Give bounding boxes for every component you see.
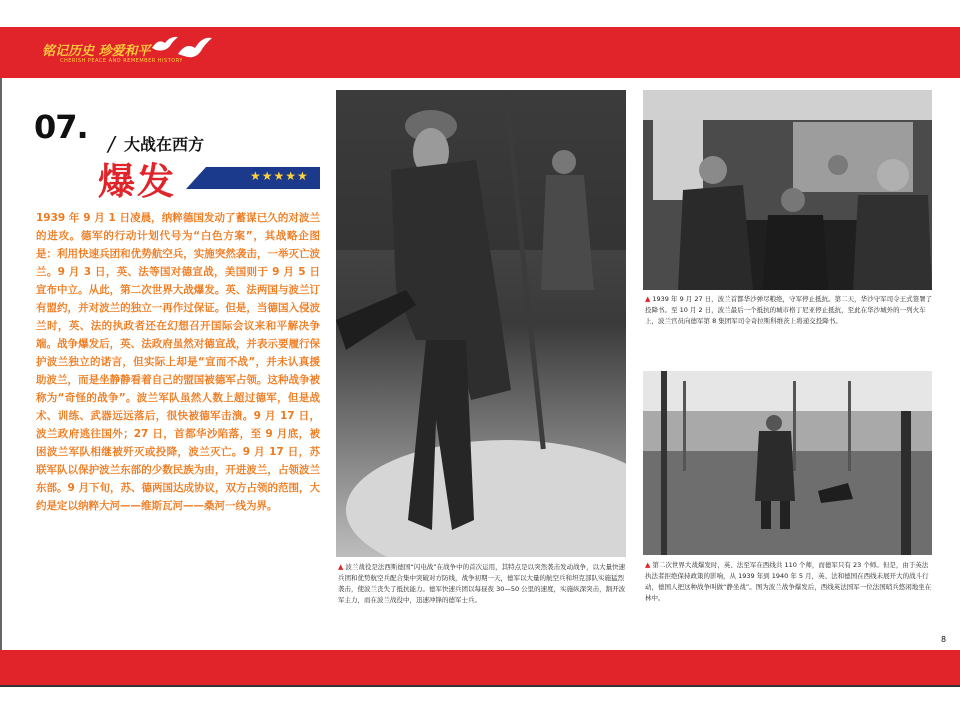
- sentry-photo-caption: ▲ 第二次世界大战爆发时，英、法至军在西线共 110 个师，而德军只有 23 个师。但是，由于英法执法者拒绝保持政策的影响，从 1939 年到 1940 年 5 月，英、法和德国在西线未展开大的战斗行动，德国人把这种战争叫做“静坐战”。图为波兰战争爆发后，西线英法国军一位法国哨兵悠闲地坐在林中。: [645, 561, 932, 602]
- section-title: 爆发: [98, 159, 176, 203]
- banner-slogan-sub: CHERISH PEACE AND REMEMBER HISTORY: [60, 58, 183, 64]
- title-slash: /: [108, 132, 115, 156]
- surrender-photo-caption: ▲ 1939 年 9 月 27 日，波兰首都华沙弹尽粮绝，守军停止抵抗。第二天，华沙守军司令王式签署了投降书。至 10 月 2 日，波兰最后一个抵抗的城市格丁尼亚停止抵抗，至此在华沙城外的一列火车上，波兰官员向德军第 8 集团军司令奇拉斯科维茨上将递交投降书。: [645, 295, 933, 325]
- section-subtitle: 大战在西方: [124, 135, 205, 154]
- surrender-photo: [643, 90, 932, 290]
- caption-marker-icon: ▲: [645, 561, 651, 569]
- rating-stars: ★★★★★: [250, 169, 309, 183]
- caption-marker-icon: ▲: [338, 563, 344, 571]
- banner-slogan: 铭记历史 珍爱和平: [42, 44, 151, 59]
- page-edge-line: [0, 78, 2, 650]
- bottom-banner: [0, 650, 960, 685]
- body-text: 1939 年 9 月 1 日凌晨，纳粹德国发动了蓄谋已久的对波兰的进攻。德军的行动计划代号为“白色方案”，其战略企图是：利用快速兵团和优势航空兵，实施突然袭击，一举灭亡波兰。9 月 3 日，英、法等国对德宣战，美国则于 9 月 5 日宣布中立。从此，第二次世界大战爆发。英、法两国与波兰订有盟约，并对波兰的独立一再作过保证。但是，当德国入侵波兰时，英、法的执政者还在幻想召开国际会议来和平解决争端。战争爆发后，英、法政府虽然对德宣战，并表示要履行保护波兰独立的诺言，但实际上却是“宣而不战”，并未认真援助波兰，而是坐静静看着自己的盟国被德军占领。这种战争被称为“奇怪的战争”。波兰军队虽然人数上超过德军，但是战术、训练、武器远远落后，很快被德军击溃。9 月 17 日，波兰政府逃往国外；27 日，首都华沙陷落，至 9 月底，被困波兰军队相继被歼灭或投降，波兰灭亡。9 月 17 日，苏联军队以保护波兰东部的少数民族为由，开进波兰，占领波兰东部。9 月下旬，苏、德两国达成协议，双方占领的范围，大约是定以纳粹大河——维斯瓦河——桑河一线为界。: [36, 212, 320, 512]
- dove-icon: [176, 34, 214, 64]
- sentry-photo: [643, 371, 932, 555]
- main-photo-caption: ▲ 波兰战役是法西斯德国“闪电战”在战争中的首次运用，其特点是以突然袭击发动战争，以大量快速兵团和优势航空兵配合集中突破对方防线，战争初期一天，德军以大量的航空兵和坦克部队实施猛烈袭击，使波兰丧失了抵抗能力。德军快速兵团以每昼夜 30—50 公里的速度，实施纵深突击，割开波军主力，而在波兰战役中，迅速冲锋的德军士兵。: [338, 563, 626, 604]
- page-number: 8: [941, 635, 947, 644]
- bottom-rule: [0, 685, 960, 687]
- section-number: 07.: [34, 108, 88, 146]
- main-photo: [336, 90, 626, 557]
- caption-marker-icon: ▲: [645, 295, 651, 303]
